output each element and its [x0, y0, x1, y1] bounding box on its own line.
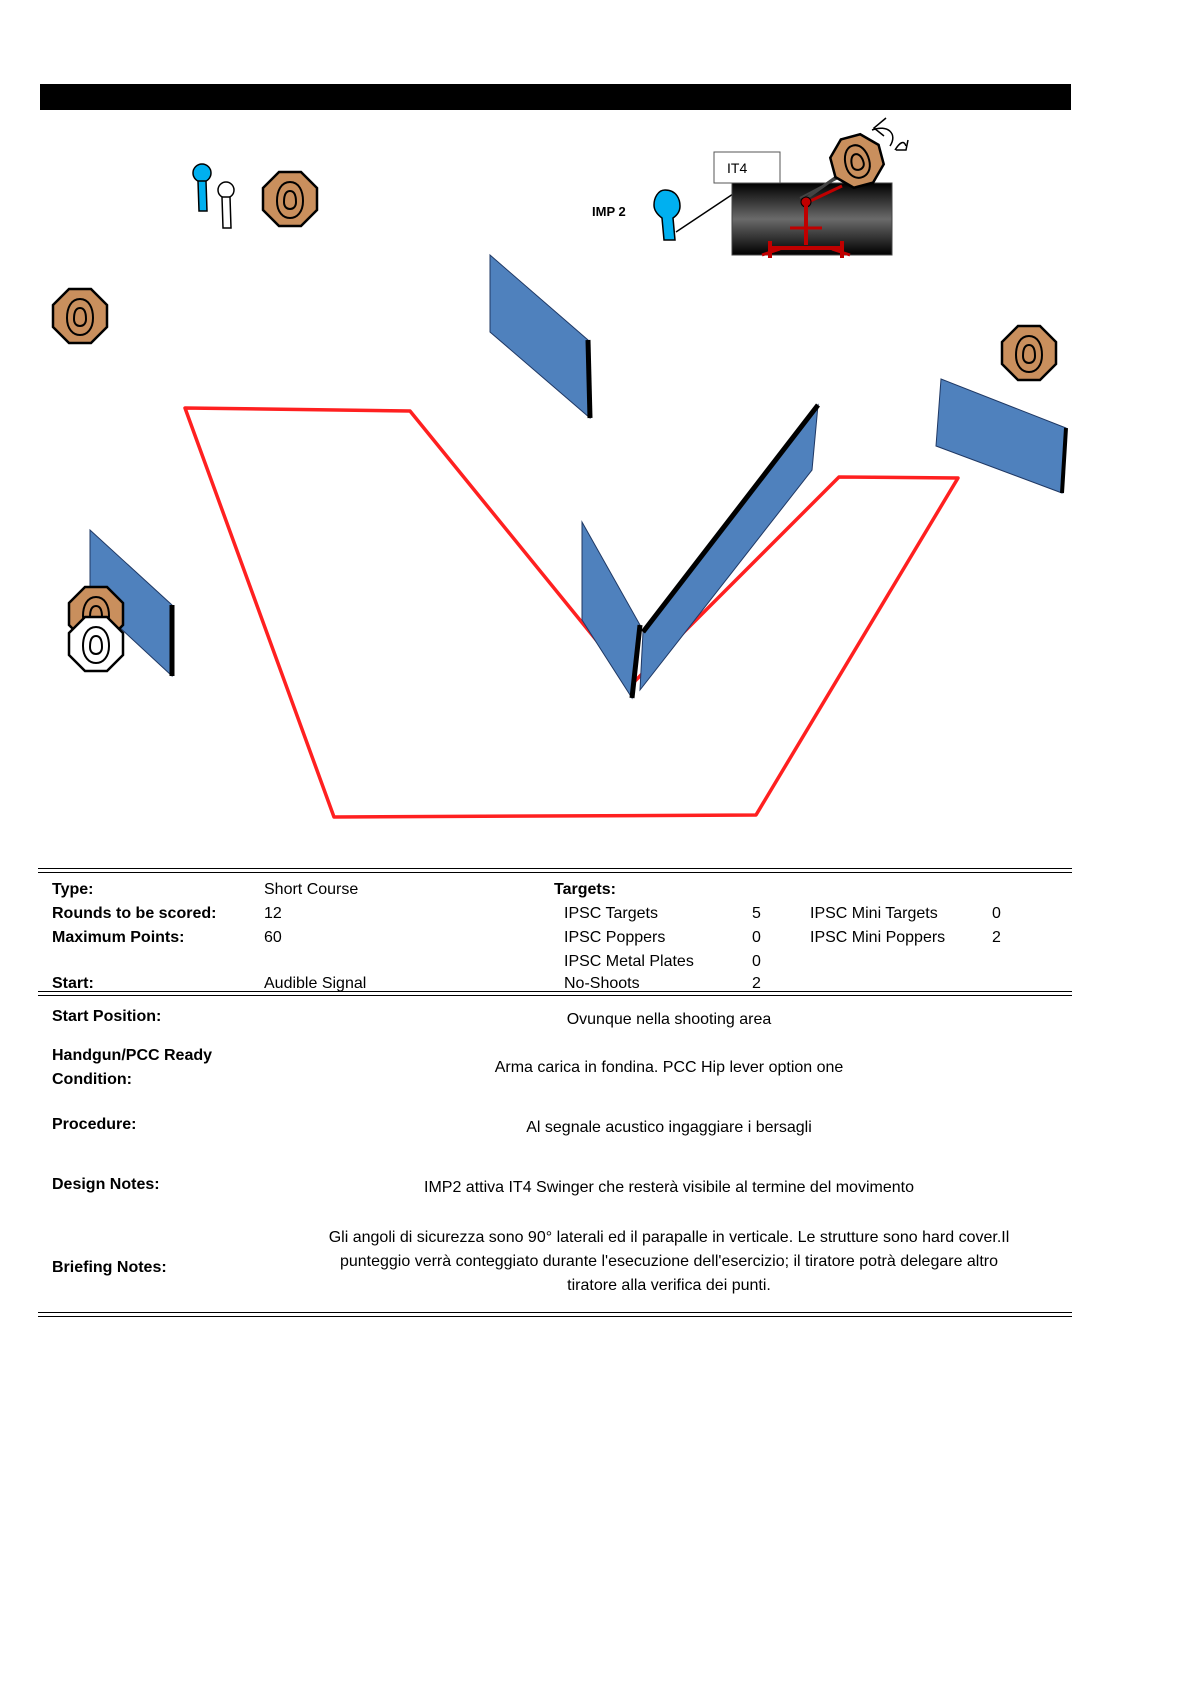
start-value: Audible Signal: [264, 975, 367, 992]
design-notes-label: Design Notes:: [52, 1176, 160, 1193]
briefing-line: punteggio verrà conteggiato durante l'esecuzione dell'esercizio; il tiratore potrà delegare altro: [339, 1253, 999, 1270]
type-label: Type:: [52, 881, 94, 898]
summary-grid: [38, 873, 1072, 991]
target-type-name: IPSC Targets: [564, 905, 658, 922]
target-type-name: IPSC Metal Plates: [564, 953, 694, 970]
wall-v-right: [640, 405, 818, 690]
no-shoot-1: [69, 617, 123, 671]
mini-target-type-name: IPSC Mini Targets: [810, 905, 938, 922]
ready-condition-label-line-1: Handgun/PCC Ready: [52, 1047, 213, 1064]
wall-v-left: [582, 522, 640, 698]
mini-target-type-count: 2: [992, 929, 1001, 946]
imp2-label: IMP 2: [592, 204, 626, 219]
start-position-row: [38, 996, 1072, 1044]
start-label: Start:: [52, 975, 94, 992]
rounds-value: 12: [264, 905, 282, 922]
shooting-area-boundary: [185, 408, 958, 817]
mini-target-type-count: 0: [992, 905, 1001, 922]
it4-swinger-target: [826, 130, 887, 191]
design-notes-value: IMP2 attiva IT4 Swinger che resterà visibile al termine del movimento: [424, 1179, 914, 1196]
ipsc-target-3: [1002, 326, 1056, 380]
divider-bottom: [38, 1312, 1072, 1317]
ipsc-target-2: [53, 289, 107, 343]
rounds-label: Rounds to be scored:: [52, 905, 217, 922]
procedure-value: Al segnale acustico ingaggiare i bersagli: [526, 1119, 812, 1136]
target-type-name: IPSC Poppers: [564, 929, 666, 946]
briefing-notes-label: Briefing Notes:: [52, 1259, 167, 1276]
target-type-count: 0: [752, 929, 761, 946]
ready-condition-value: Arma carica in fondina. PCC Hip lever option one: [494, 1059, 844, 1076]
start-position-label: Start Position:: [52, 1008, 162, 1025]
points-label: Maximum Points:: [52, 929, 185, 946]
target-type-name: No-Shoots: [564, 975, 640, 992]
wall-top-center: [490, 255, 590, 418]
briefing-notes-row: [38, 1210, 1072, 1312]
target-type-count: 2: [752, 975, 761, 992]
no-shoot-popper: [218, 182, 234, 228]
start-position-value: Ovunque nella shooting area: [566, 1011, 772, 1028]
mini-target-type-name: IPSC Mini Poppers: [810, 929, 946, 946]
imp2-activator-popper: [654, 190, 680, 240]
design-notes-row: [38, 1160, 1072, 1210]
ipsc-target-1: [263, 172, 317, 226]
wall-right: [936, 379, 1066, 493]
points-value: 60: [264, 929, 282, 946]
procedure-label: Procedure:: [52, 1116, 137, 1133]
briefing-line: Gli angoli di sicurezza sono 90° laterali ed il parapalle in verticale. Le strutture sono hard cover.Il: [328, 1229, 1010, 1246]
stage-info: [38, 868, 1072, 1317]
ready-condition-row: [38, 1044, 1072, 1102]
type-value: Short Course: [264, 881, 359, 898]
mini-popper-1: [193, 164, 211, 211]
targets-label: Targets:: [554, 881, 616, 898]
ready-condition-label-line-2: Condition:: [52, 1071, 132, 1088]
briefing-line: tiratore alla verifica dei punti.: [567, 1277, 771, 1294]
target-type-count: 0: [752, 953, 761, 970]
target-type-count: 5: [752, 905, 761, 922]
ready-condition-label: [52, 1044, 212, 1092]
procedure-row: [38, 1102, 1072, 1160]
briefing-notes-value: [278, 1226, 1060, 1298]
it4-label: IT4: [727, 160, 748, 176]
